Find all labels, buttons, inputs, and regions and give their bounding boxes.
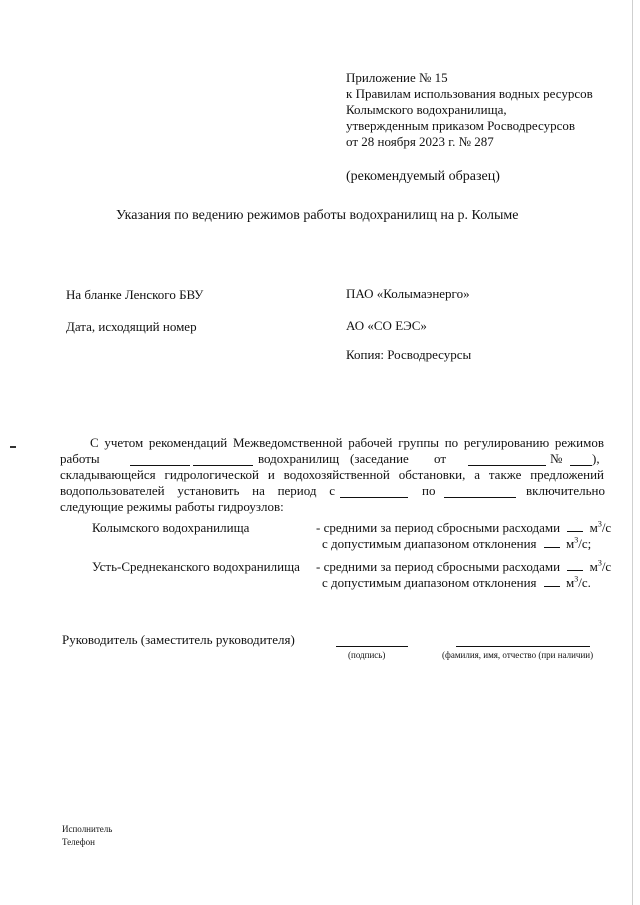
body-close: ),	[592, 451, 600, 466]
blank-meeting-number	[570, 464, 592, 466]
unit-m: м	[566, 536, 575, 551]
unit-m: м	[589, 520, 598, 535]
signature-line	[336, 646, 408, 647]
blank-period-start	[340, 496, 408, 498]
copy-recipient: Копия: Росводресурсы	[346, 347, 472, 362]
blank-ust-discharge	[567, 569, 583, 571]
unit-m: м	[566, 575, 575, 590]
regime-ust-discharge-text: - средними за период сбросными расходами	[316, 559, 561, 574]
body-to: по	[422, 483, 436, 498]
blank-reservoir-2	[193, 464, 253, 466]
appendix-rules: к Правилам использования водных ресурсов	[346, 86, 593, 101]
blank-reservoir-1	[130, 464, 190, 466]
blank-ust-deviation	[544, 585, 560, 587]
unit-tail: /с;	[578, 536, 592, 551]
regime-ust-srednekan-name: Усть-Среднеканского водохранилища	[92, 559, 300, 574]
regime-ust-deviation-text: с допустимым диапазоном отклонения	[322, 575, 537, 590]
unit-tail: /с	[601, 520, 612, 535]
blank-meeting-date	[468, 464, 546, 466]
body-number-sign: №	[550, 451, 563, 466]
body-from: от	[434, 451, 447, 466]
regime-kolyma-discharge-text: - средними за период сбросными расходами	[316, 520, 561, 535]
body-set-period: водопользователей установить на период с	[60, 483, 335, 498]
unit-kolyma-discharge	[590, 520, 612, 535]
signature-caption: (подпись)	[348, 650, 386, 660]
unit-ust-deviation	[566, 575, 591, 590]
unit-power: 3	[574, 535, 579, 545]
unit-tail: /с.	[578, 575, 591, 590]
unit-ust-discharge	[590, 559, 612, 574]
body-inclusive: включительно	[526, 483, 605, 498]
document-title: Указания по ведению режимов работы водохранилищ на р. Колыме	[116, 208, 519, 223]
date-number-label: Дата, исходящий номер	[66, 319, 197, 334]
body-meeting: (заседание	[350, 451, 409, 466]
body-work: работы	[60, 451, 100, 466]
body-line-5: следующие режимы работы гидроузлов:	[60, 499, 284, 514]
unit-power: 3	[597, 558, 602, 568]
regime-ust-discharge	[316, 559, 611, 575]
regime-kolyma-deviation	[322, 536, 591, 552]
body-line-3	[60, 467, 604, 483]
fullname-line	[456, 646, 590, 647]
regime-kolyma-discharge	[316, 520, 611, 536]
body-reservoirs: водохранилищ	[258, 451, 340, 466]
appendix-approved: утвержденным приказом Росводресурсов	[346, 118, 575, 133]
blank-period-end	[444, 496, 516, 498]
phone-label: Телефон	[62, 837, 95, 847]
signatory-role: Руководитель (заместитель руководителя)	[62, 632, 295, 647]
unit-power: 3	[597, 519, 602, 529]
executor-label: Исполнитель	[62, 824, 113, 834]
sample-note: (рекомендуемый образец)	[346, 169, 500, 184]
regime-ust-deviation	[322, 575, 591, 591]
fullname-caption: (фамилия, имя, отчество (при наличии)	[442, 650, 594, 660]
regime-kolyma-name: Колымского водохранилища	[92, 520, 250, 535]
body-line-1	[90, 435, 604, 451]
recipient-2: АО «СО ЕЭС»	[346, 318, 427, 333]
appendix-reservoir: Колымского водохранилища,	[346, 102, 507, 117]
recipient-1: ПАО «Колымаэнерго»	[346, 286, 470, 301]
body-line-1-text: С учетом рекомендаций Межведомственной рабочей группы по регулированию режимов	[90, 435, 604, 450]
blank-kolyma-deviation	[544, 546, 560, 548]
scan-mark	[10, 446, 16, 448]
scan-edge	[632, 0, 633, 905]
letterhead-note: На бланке Ленского БВУ	[66, 287, 204, 302]
unit-tail: /с	[601, 559, 612, 574]
unit-power: 3	[574, 574, 579, 584]
unit-m: м	[589, 559, 598, 574]
blank-kolyma-discharge	[567, 530, 583, 532]
unit-kolyma-deviation	[566, 536, 591, 551]
appendix-date: от 28 ноября 2023 г. № 287	[346, 134, 494, 149]
regime-kolyma-deviation-text: с допустимым диапазоном отклонения	[322, 536, 537, 551]
body-line-3-text: складывающейся гидрологической и водохозяйственной обстановки, а также предложений	[60, 467, 604, 482]
appendix-number: Приложение № 15	[346, 70, 448, 85]
